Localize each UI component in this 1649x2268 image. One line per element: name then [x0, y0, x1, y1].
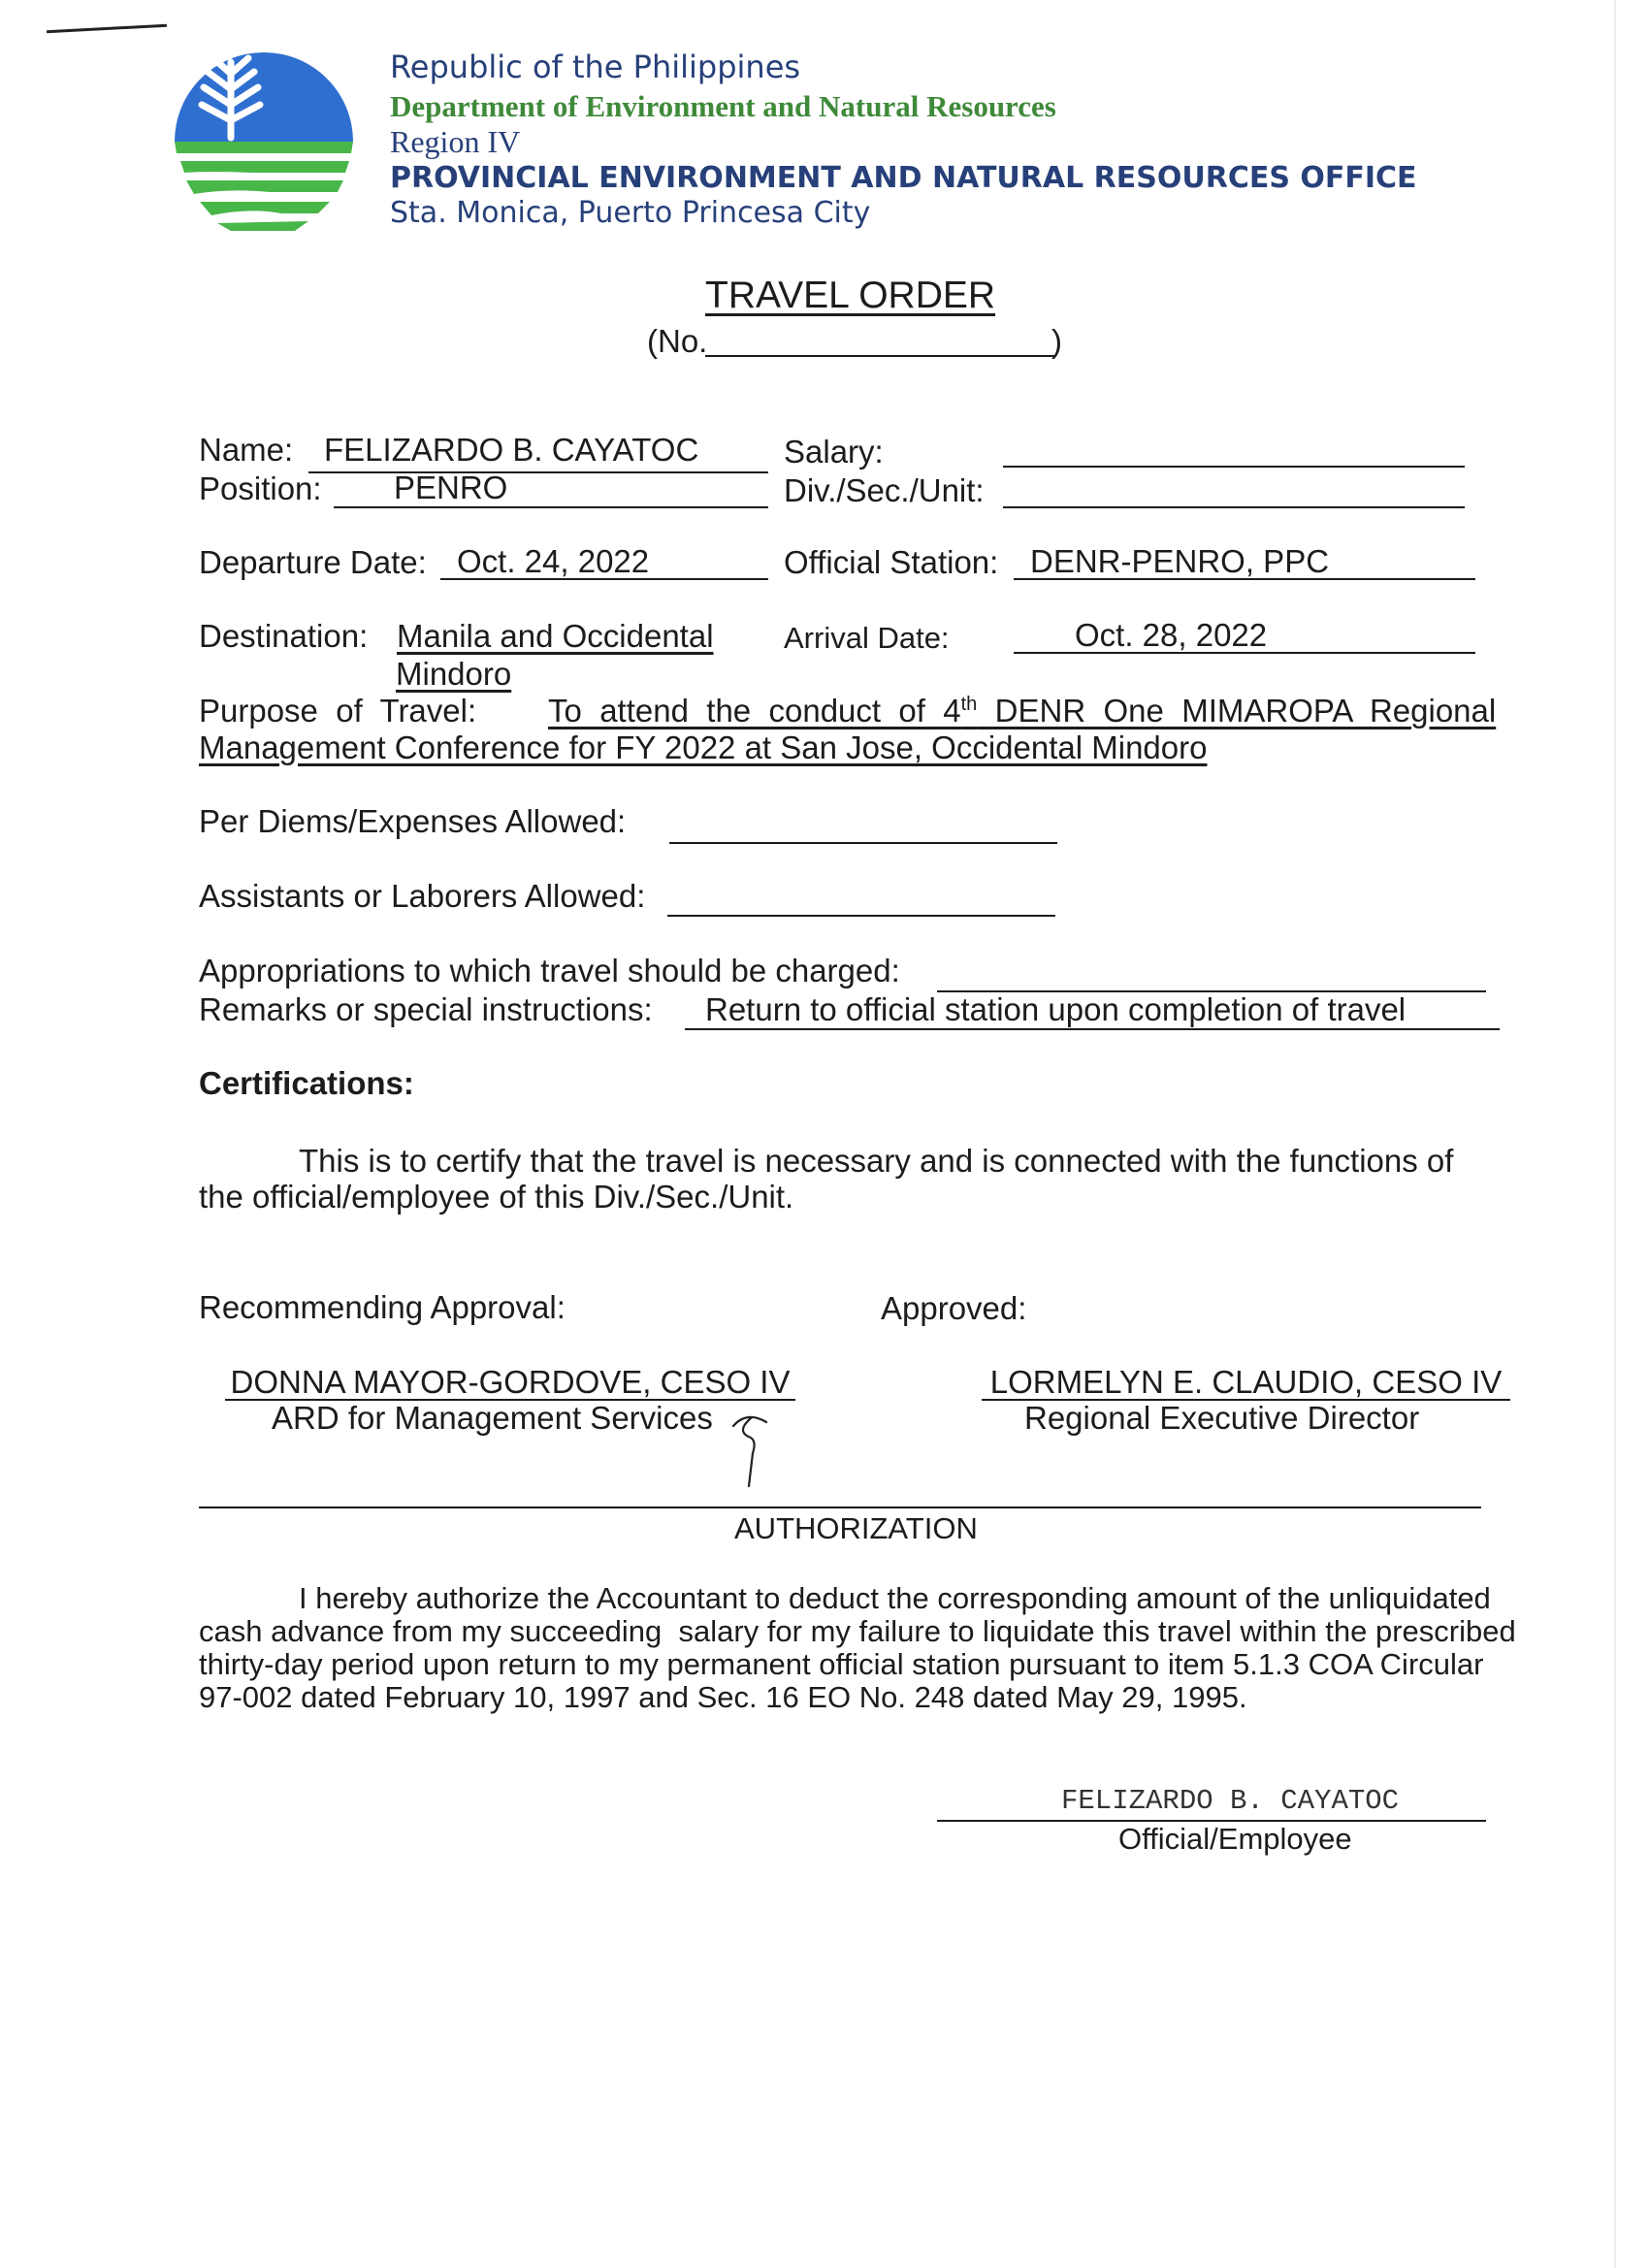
- authorization-line3: thirty-day period upon return to my permanent official station pursuant to item 5.1.3 COA Circular: [199, 1647, 1484, 1681]
- purpose-value-line1[interactable]: [548, 693, 1496, 729]
- denr-seal-icon: [173, 41, 357, 231]
- recommending-approver-line: [225, 1360, 795, 1401]
- certification-line1: This is to certify that the travel is necessary and is connected with the functions of: [299, 1143, 1454, 1179]
- purpose-label: Purpose of Travel:: [199, 693, 477, 729]
- order-number-suffix: ): [1051, 323, 1062, 359]
- position-label: Position:: [199, 470, 322, 506]
- approver-title: Regional Executive Director: [1024, 1400, 1420, 1436]
- position-field[interactable]: [334, 470, 768, 508]
- document-title: TRAVEL ORDER: [705, 275, 996, 316]
- remarks-value: Return to official station upon completion of travel: [705, 991, 1406, 1027]
- authorization-line2: cash advance from my succeeding salary for my failure to liquidate this travel within the prescribed: [199, 1614, 1516, 1648]
- initials-signature-icon: [729, 1405, 774, 1488]
- div-sec-unit-label: Div./Sec./Unit:: [784, 472, 985, 508]
- letterhead-address: Sta. Monica, Puerto Princesa City: [390, 196, 871, 230]
- departure-date-field[interactable]: [440, 541, 768, 580]
- appropriations-label: Appropriations to which travel should be charged:: [199, 953, 900, 988]
- letterhead-republic: Republic of the Philippines: [390, 49, 801, 85]
- purpose-line1-superscript: th: [960, 694, 978, 715]
- purpose-line1-end: DENR One MIMAROPA Regional: [977, 693, 1497, 729]
- approver-name: LORMELYN E. CLAUDIO, CESO IV: [989, 1364, 1503, 1400]
- authorization-divider: [199, 1507, 1481, 1508]
- official-station-value: DENR-PENRO, PPC: [1030, 543, 1330, 579]
- authorization-line4: 97-002 dated February 10, 1997 and Sec. 16 EO No. 248 dated May 29, 1995.: [199, 1680, 1247, 1714]
- approved-label: Approved:: [881, 1290, 1027, 1326]
- order-number-prefix: (No.: [647, 323, 708, 359]
- authorization-heading: AUTHORIZATION: [734, 1511, 978, 1545]
- letterhead-region: Region IV: [390, 124, 521, 159]
- departure-date-value: Oct. 24, 2022: [457, 543, 650, 579]
- name-value: FELIZARDO B. CAYATOC: [324, 432, 699, 468]
- employee-signature-line[interactable]: [937, 1783, 1486, 1822]
- letterhead-department: Department of Environment and Natural Resources: [390, 89, 1056, 123]
- order-number-field[interactable]: [705, 320, 1054, 357]
- employee-signature-name: FELIZARDO B. CAYATOC: [1061, 1785, 1400, 1817]
- departure-date-label: Departure Date:: [199, 544, 427, 580]
- employee-signature-title: Official/Employee: [1118, 1822, 1352, 1856]
- recommending-approver-name: DONNA MAYOR-GORDOVE, CESO IV: [230, 1364, 791, 1400]
- recommending-approver-title: ARD for Management Services: [272, 1400, 713, 1436]
- appropriations-field[interactable]: [937, 954, 1486, 992]
- official-station-label: Official Station:: [784, 544, 999, 580]
- destination-value-line2[interactable]: Mindoro: [396, 656, 512, 692]
- remarks-field[interactable]: [685, 991, 1500, 1030]
- per-diems-label: Per Diems/Expenses Allowed:: [199, 803, 627, 839]
- scan-mark-top-left: [47, 24, 167, 33]
- arrival-date-value: Oct. 28, 2022: [1075, 617, 1268, 653]
- approver-line: [982, 1360, 1510, 1401]
- certifications-heading: Certifications:: [199, 1065, 414, 1101]
- purpose-line1-start: To attend the conduct of 4: [548, 693, 961, 729]
- assistants-label: Assistants or Laborers Allowed:: [199, 878, 646, 914]
- remarks-label: Remarks or special instructions:: [199, 991, 653, 1027]
- salary-field[interactable]: [1003, 427, 1465, 468]
- arrival-date-field[interactable]: [1014, 615, 1475, 654]
- salary-label: Salary:: [784, 434, 884, 470]
- certification-line2: the official/employee of this Div./Sec./Unit.: [199, 1179, 794, 1215]
- scan-edge-right: [1614, 0, 1616, 2268]
- letterhead-office: PROVINCIAL ENVIRONMENT AND NATURAL RESOURCES OFFICE: [390, 161, 1417, 195]
- destination-value-line1[interactable]: Manila and Occidental: [397, 618, 714, 654]
- recommending-approval-label: Recommending Approval:: [199, 1289, 566, 1325]
- div-sec-unit-field[interactable]: [1003, 470, 1465, 508]
- per-diems-field[interactable]: [669, 805, 1057, 844]
- destination-label: Destination:: [199, 618, 369, 654]
- position-value: PENRO: [394, 470, 508, 505]
- assistants-field[interactable]: [667, 878, 1055, 917]
- name-label: Name:: [199, 432, 294, 468]
- purpose-value-line2[interactable]: Management Conference for FY 2022 at San Jose, Occidental Mindoro: [199, 729, 1208, 765]
- authorization-line1: I hereby authorize the Accountant to deduct the corresponding amount of the unliquidated: [299, 1581, 1491, 1615]
- arrival-date-label: Arrival Date:: [784, 621, 950, 655]
- official-station-field[interactable]: [1014, 541, 1475, 580]
- name-field[interactable]: [308, 433, 768, 473]
